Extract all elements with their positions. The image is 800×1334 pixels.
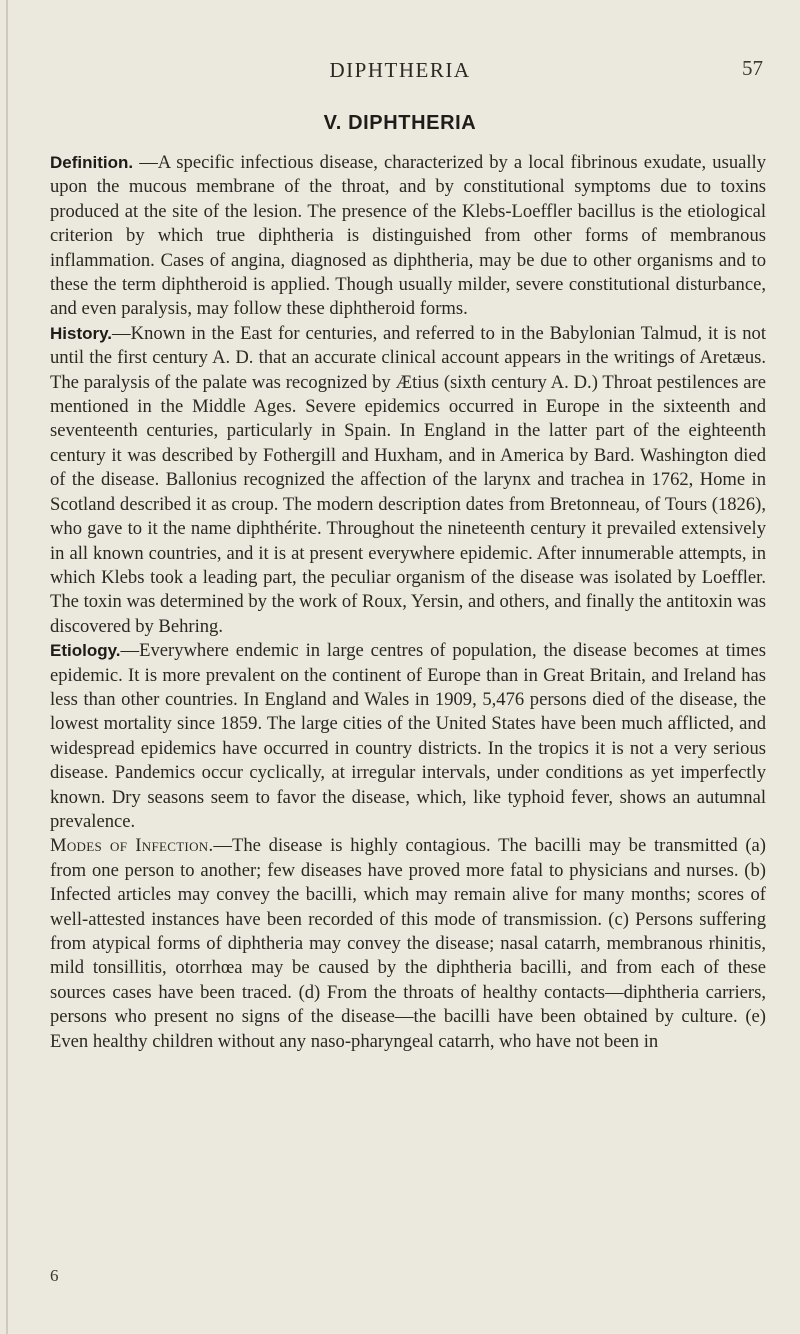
text-definition: —A specific infectious disease, characterized by a local fibrinous exudate, usually upon the mucous membrane of the throat, and by constitutional symptoms due to toxins produced at the site of the lesion. The presence of the Klebs-Loeffler bacillus is the etiological criterion by which true diphtheria is distinguished from other forms of membranous inflammation. Cases of angina, diagnosed as diphtheria, may be due to other organisms and to these the term diphtheroid is applied. Though usually milder, severe constitutional disturbance, and even paralysis, may follow these diphtheroid forms. (50, 152, 766, 320)
paragraph-history (50, 322, 766, 639)
body-text (50, 151, 766, 1054)
paragraph-etiology (50, 639, 766, 834)
running-header (0, 58, 800, 88)
page-number: 57 (742, 56, 763, 80)
text-modes-of-infection: —The disease is highly contagious. The bacilli may be transmitted (a) from one person to another; few diseases have proved more fatal to physicians and nurses. (b) Infected articles may convey the bacilli, which may remain alive for many months; scores of well-attested instances have been recorded of this mode of transmission. (c) Persons suffering from atypical forms of diphtheria may convey the disease; nasal catarrh, membranous rhinitis, mild tonsillitis, otorrhœa may be caused by the diphtheria bacilli, and from each of these sources cases have been traced. (d) From the throats of healthy contacts—diphtheria carriers, persons who present no signs of the disease—the bacilli have been obtained by culture. (e) Even healthy children without any naso-pharyngeal catarrh, who have not been in (50, 835, 767, 1052)
heading-etiology: Etiology. (50, 641, 121, 661)
heading-history: History. (50, 323, 113, 343)
text-etiology: —Everywhere endemic in large centres of population, the disease becomes at times epidemic. It is more prevalent on the continent of Europe than in Great Britain, and Ireland has less than other countries. In England and Wales in 1909, 5,476 persons died of the disease, the lowest mortality since 1859. The large cities of the United States have been much afflicted, and widespread epidemics have occurred in country districts. In the tropics it is not a very serious disease. Pandemics occur cyclically, at irregular intervals, under conditions as yet imperfectly known. Dry seasons seem to favor the disease, which, like typhoid fever, shows an autumnal prevalence. (50, 640, 766, 832)
heading-modes-of-infection: Modes of Infection. (50, 835, 214, 857)
paragraph-modes-of-infection (50, 834, 766, 1054)
heading-definition: Definition. (50, 153, 134, 172)
page-edge-shadow (6, 0, 8, 1334)
paragraph-definition (50, 151, 766, 322)
text-history: —Known in the East for centuries, and referred to in the Babylonian Talmud, it is not until the first century A. D. that an accurate clinical account appears in the writings of Aretæus. The paralysis of the palate was recognized by Ætius (sixth century A. D.) Throat pestilences are mentioned in the Middle Ages. Severe epidemics occurred in Europe in the sixteenth and seventeenth centuries, particularly in Spain. In England in the latter part of the eighteenth century it was described by Fothergill and Huxham, and in America by Bard. Washington died of the disease. Ballonius recognized the affection of the larynx and trachea in 1762, Home in Scotland described it as croup. The modern description dates from Bretonneau, of Tours (1826), who gave to it the name diphthérite. Throughout the nineteenth century it prevailed extensively in all known countries, and it is at present everywhere epidemic. After innumerable attempts, in which Klebs took a leading part, the peculiar organism of the disease was isolated by Loeffler. The toxin was determined by the work of Roux, Yersin, and others, and finally the antitoxin was discovered by Behring. (50, 322, 766, 637)
signature-mark: 6 (50, 1266, 59, 1285)
chapter-title: V. DIPHTHERIA (323, 112, 477, 134)
running-title: DIPHTHERIA (329, 58, 471, 82)
